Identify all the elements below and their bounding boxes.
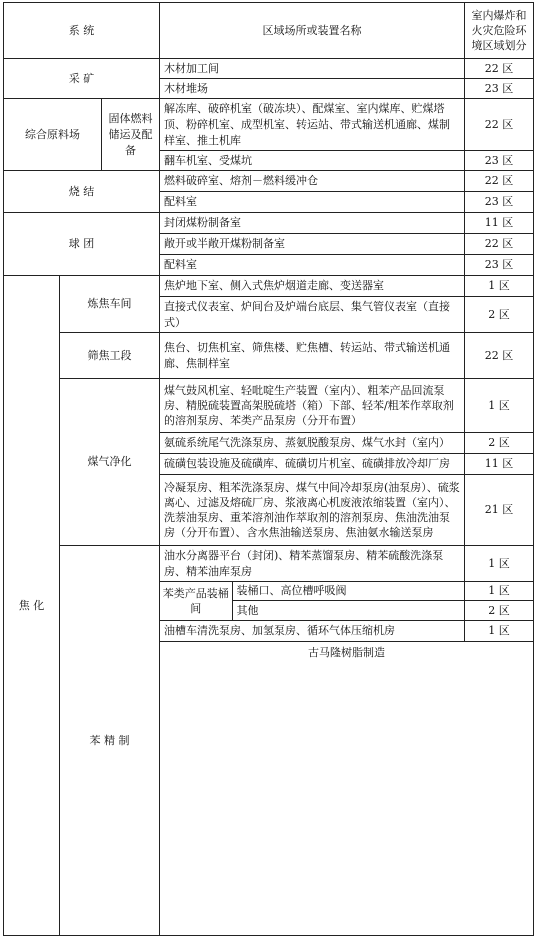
area-cell: 油水分离器平台（封闭)、精苯蒸馏泵房、精苯硫酸洗涤泵房、精苯油库泵房 [160,546,465,582]
area-cell: 其他 [236,603,259,617]
table-row [4,171,534,192]
subsystem-label-gas-purification: 煤气净化 [60,379,160,546]
area-cell: 油槽车清洗泵房、加氢泵房、循环气体压缩机房 [160,621,465,642]
area-cell: 封闭煤粉制备室 [160,213,465,234]
area-cell: 翻车机室、受煤坑 [160,151,465,171]
area-cell: 煤气鼓风机室、轻吡啶生产装置（室内）、粗苯产品回流泵房、精脱硫装置高架脱硫塔（箱）下部、轻苯/粗苯作萃取剂的溶剂泵房、苯类产品泵房（分开布置） [160,379,465,433]
zone-cell: 2 区 [488,604,510,617]
zone-cell: 23 区 [465,151,534,171]
subsystem-label-fuel: 固体燃料储运及配备 [102,99,160,171]
area-cell: 直接式仪表室、炉间台及炉端台底层、集气管仪表室（直接式） [160,297,465,333]
header-system: 系 统 [4,3,160,59]
area-cell: 解冻库、破碎机室（破冻块）、配煤室、室内煤库、贮煤塔顶、粉碎机室、成型机室、转运站、带式输送机通廊、煤制样室、推土机库 [160,99,465,151]
zone-cell: 2 区 [465,297,534,333]
zone-cell: 1 区 [465,546,534,582]
system-label-pellet: 球 团 [4,213,160,276]
zone-cell: 23 区 [465,79,534,99]
area-cell: 敞开或半敞开煤粉制备室 [160,234,465,255]
zone-cell: 1 区 [465,582,533,601]
system-label-mining: 采 矿 [4,59,160,99]
zone-pair-cell [465,582,534,621]
table-row [4,546,534,582]
zone-cell: 22 区 [465,234,534,255]
zone-cell: 1 区 [465,276,534,297]
zone-cell: 22 区 [465,171,534,192]
subsystem-label-screening: 筛焦工段 [60,333,160,379]
zone-cell: 1 区 [465,379,534,433]
area-cell: 氨硫系统尾气洗涤泵房、蒸氨脱酸泵房、煤气水封（室内） [160,433,465,454]
area-cell: 配料室 [160,255,465,276]
area-cell: 硫磺包装设施及硫磺库、硫磺切片机室、硫磺排放冷却厂房 [160,454,465,475]
hazard-zone-table [3,2,534,936]
zone-cell: 22 区 [465,99,534,151]
area-cell: 冷凝泵房、粗苯洗涤泵房、煤气中间冷却泵房(油泵房）、硫浆离心、过滤及熔硫厂房、浆液离心机废液浓缩装置（室内）、洗萘油泵房、重苯溶剂油作萃取剂的溶剂泵房、焦油洗油泵房（分开布置）、含水焦油输送泵房、焦油氨水输送泵房 [160,475,465,546]
header-zone: 室内爆炸和火灾危险环境区域划分 [465,3,534,59]
area-cell: 焦炉地下室、侧入式焦炉烟道走廊、变送器室 [160,276,465,297]
zone-cell: 11 区 [465,213,534,234]
zone-cell: 22 区 [465,333,534,379]
zone-cell: 22 区 [465,59,534,79]
zone-cell: 21 区 [465,475,534,546]
table-row [4,59,534,79]
table-row [4,276,534,297]
subsystem-label-tank-room: 苯类产品装桶间 [160,582,232,620]
table-row [4,99,534,151]
system-label-raw-material: 综合原料场 [4,99,102,171]
subsystem-label-benzene: 苯 精 制 [60,546,160,936]
area-cell: 焦台、切焦机室、筛焦楼、贮焦槽、转运站、带式输送机通廊、焦制样室 [160,333,465,379]
area-cell: 配料室 [160,192,465,213]
zone-cell: 1 区 [465,621,534,642]
subsystem-label-resin: 古马隆树脂制造 [160,642,534,936]
subsystem-label-coke-oven: 炼焦车间 [60,276,160,333]
zone-cell: 23 区 [465,255,534,276]
system-label-coking: 焦 化 [4,276,60,936]
area-cell: 木材堆场 [160,79,465,99]
area-cell: 装桶口、高位槽呼吸阀 [232,582,464,601]
system-label-sintering: 烧 结 [4,171,160,213]
tank-room-subtable [160,582,464,620]
zone-cell: 2 区 [465,433,534,454]
table-row [4,213,534,234]
tank-room-group [160,582,465,621]
zone-cell: 11 区 [465,454,534,475]
zone-cell: 23 区 [465,192,534,213]
table-row [4,379,534,433]
area-cell: 燃料破碎室、熔剂－燃料缓冲仓 [160,171,465,192]
header-area: 区域场所或装置名称 [160,3,465,59]
table-header-row [4,3,534,59]
table-row [4,333,534,379]
area-cell: 木材加工间 [160,59,465,79]
